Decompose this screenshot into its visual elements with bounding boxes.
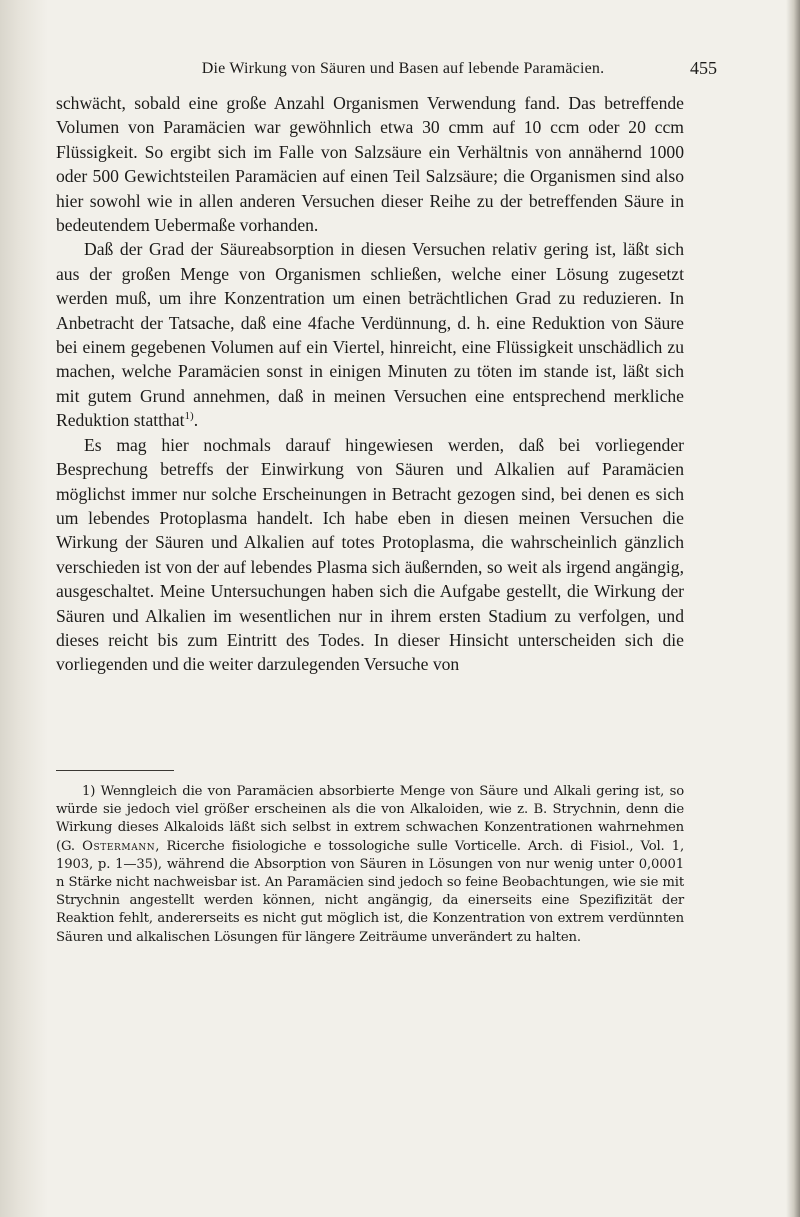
paragraph-2-text: Daß der Grad der Säureabsorption in diesen Versuchen relativ gering ist, läßt sich aus der großen Menge von Organismen schließen, welche einer Lösung zugesetzt werden muß, um ihre Konzentration um einen beträchtlichen Grad zu reduzieren. In Anbetracht der Tatsache, daß eine 4fache Verdünnung, d. h. eine Reduktion von Säure bei einem gegebenen Volumen auf ein Viertel, hinreicht, eine Flüssigkeit unschädlich zu machen, welche Paramäcien sonst in einigen Minuten zu töten im stande ist, läßt sich mit gutem Grund annehmen, daß in meinen Versuchen eine entsprechend merkliche Reduktion statthat [56,239,684,431]
footnote-divider [56,770,174,771]
running-title: Die Wirkung von Säuren und Basen auf lebende Paramäcien. [201,60,605,77]
footnote-text-start: Wenngleich die von Paramäcien absorbierte Menge von Säure und Alkali gering ist, so würde sie jedoch viel größer erscheinen als die von Alkaloiden, wie z. B. Strychnin, denn die Wirkung dieses Alkaloids läßt sich selbst in extrem schwachen Konzentrationen wahrnehmen (G. [56,784,684,854]
footnote-marker: 1) [82,784,96,799]
paragraph-3: Es mag hier nochmals darauf hingewiesen werden, daß bei vorliegender Besprechung betreffs der Einwirkung von Säuren und Alkalien auf Paramäcien möglichst immer nur solche Erscheinungen in Betracht gezogen sind, bei denen es sich um lebendes Protoplasma handelt. Ich habe eben in diesen meinen Versuchen die Wirkung der Säuren und Alkalien auf totes Protoplasma, die wahrscheinlich gänzlich verschieden ist von der auf lebendes Plasma sich äußernden, so weit als irgend angängig, ausgeschaltet. Meine Untersuchungen haben sich die Aufgabe gestellt, die Wirkung der Säuren und Alkalien im wesentlichen nur in ihrem ersten Stadium zu verfolgen, und dieses reicht bis zum Eintritt des Todes. In dieser Hinsicht unterscheiden sich die vorliegenden und die weiter darzulegenden Versuche von [56,434,684,675]
footnote [56,783,684,947]
main-text [56,91,684,677]
paragraph-1: schwächt, sobald eine große Anzahl Organismen Verwendung fand. Das betreffende Volumen von Paramäcien war gewöhnlich etwa 30 cmm auf 10 ccm oder 20 ccm Flüssigkeit. So ergibt sich im Falle von Salzsäure ein Verhältnis von annähernd 1000 oder 500 Gewichtsteilen Paramäcien auf einen Teil Salzsäure; die Organismen sind also hier sowohl wie in allen anderen Versuchen dieser Reihe zu der betreffenden Säure in bedeutendem Uebermaße vorhanden. [56,93,684,236]
paragraph-2-end: . [193,410,199,431]
paragraph-2 [56,237,684,432]
footnote-author: Ostermann [82,838,156,854]
footnote-reference[interactable]: 1) [184,410,194,423]
footnote-text-end: , Ricerche fisiologiche e tossologiche sulle Vorticelle. Arch. di Fisiol., Vol. 1, 1903, p. 1—35), während die Absorption von Säuren in Lösungen von nur wenig unter 0,0001 n Stärke nicht nachweisbar ist. An Paramäcien sind jedoch so feine Beobachtungen, wie sie mit Strychnin angestellt werden können, nicht angängig, da einerseits eine Spezifizität der Reaktion fehlt, andererseits es nicht gut möglich ist, die Konzentration von extrem verdünnten Säuren und alkalischen Lösungen für längere Zeiträume unverändert zu halten. [56,838,685,945]
page-number: 455 [690,58,717,78]
